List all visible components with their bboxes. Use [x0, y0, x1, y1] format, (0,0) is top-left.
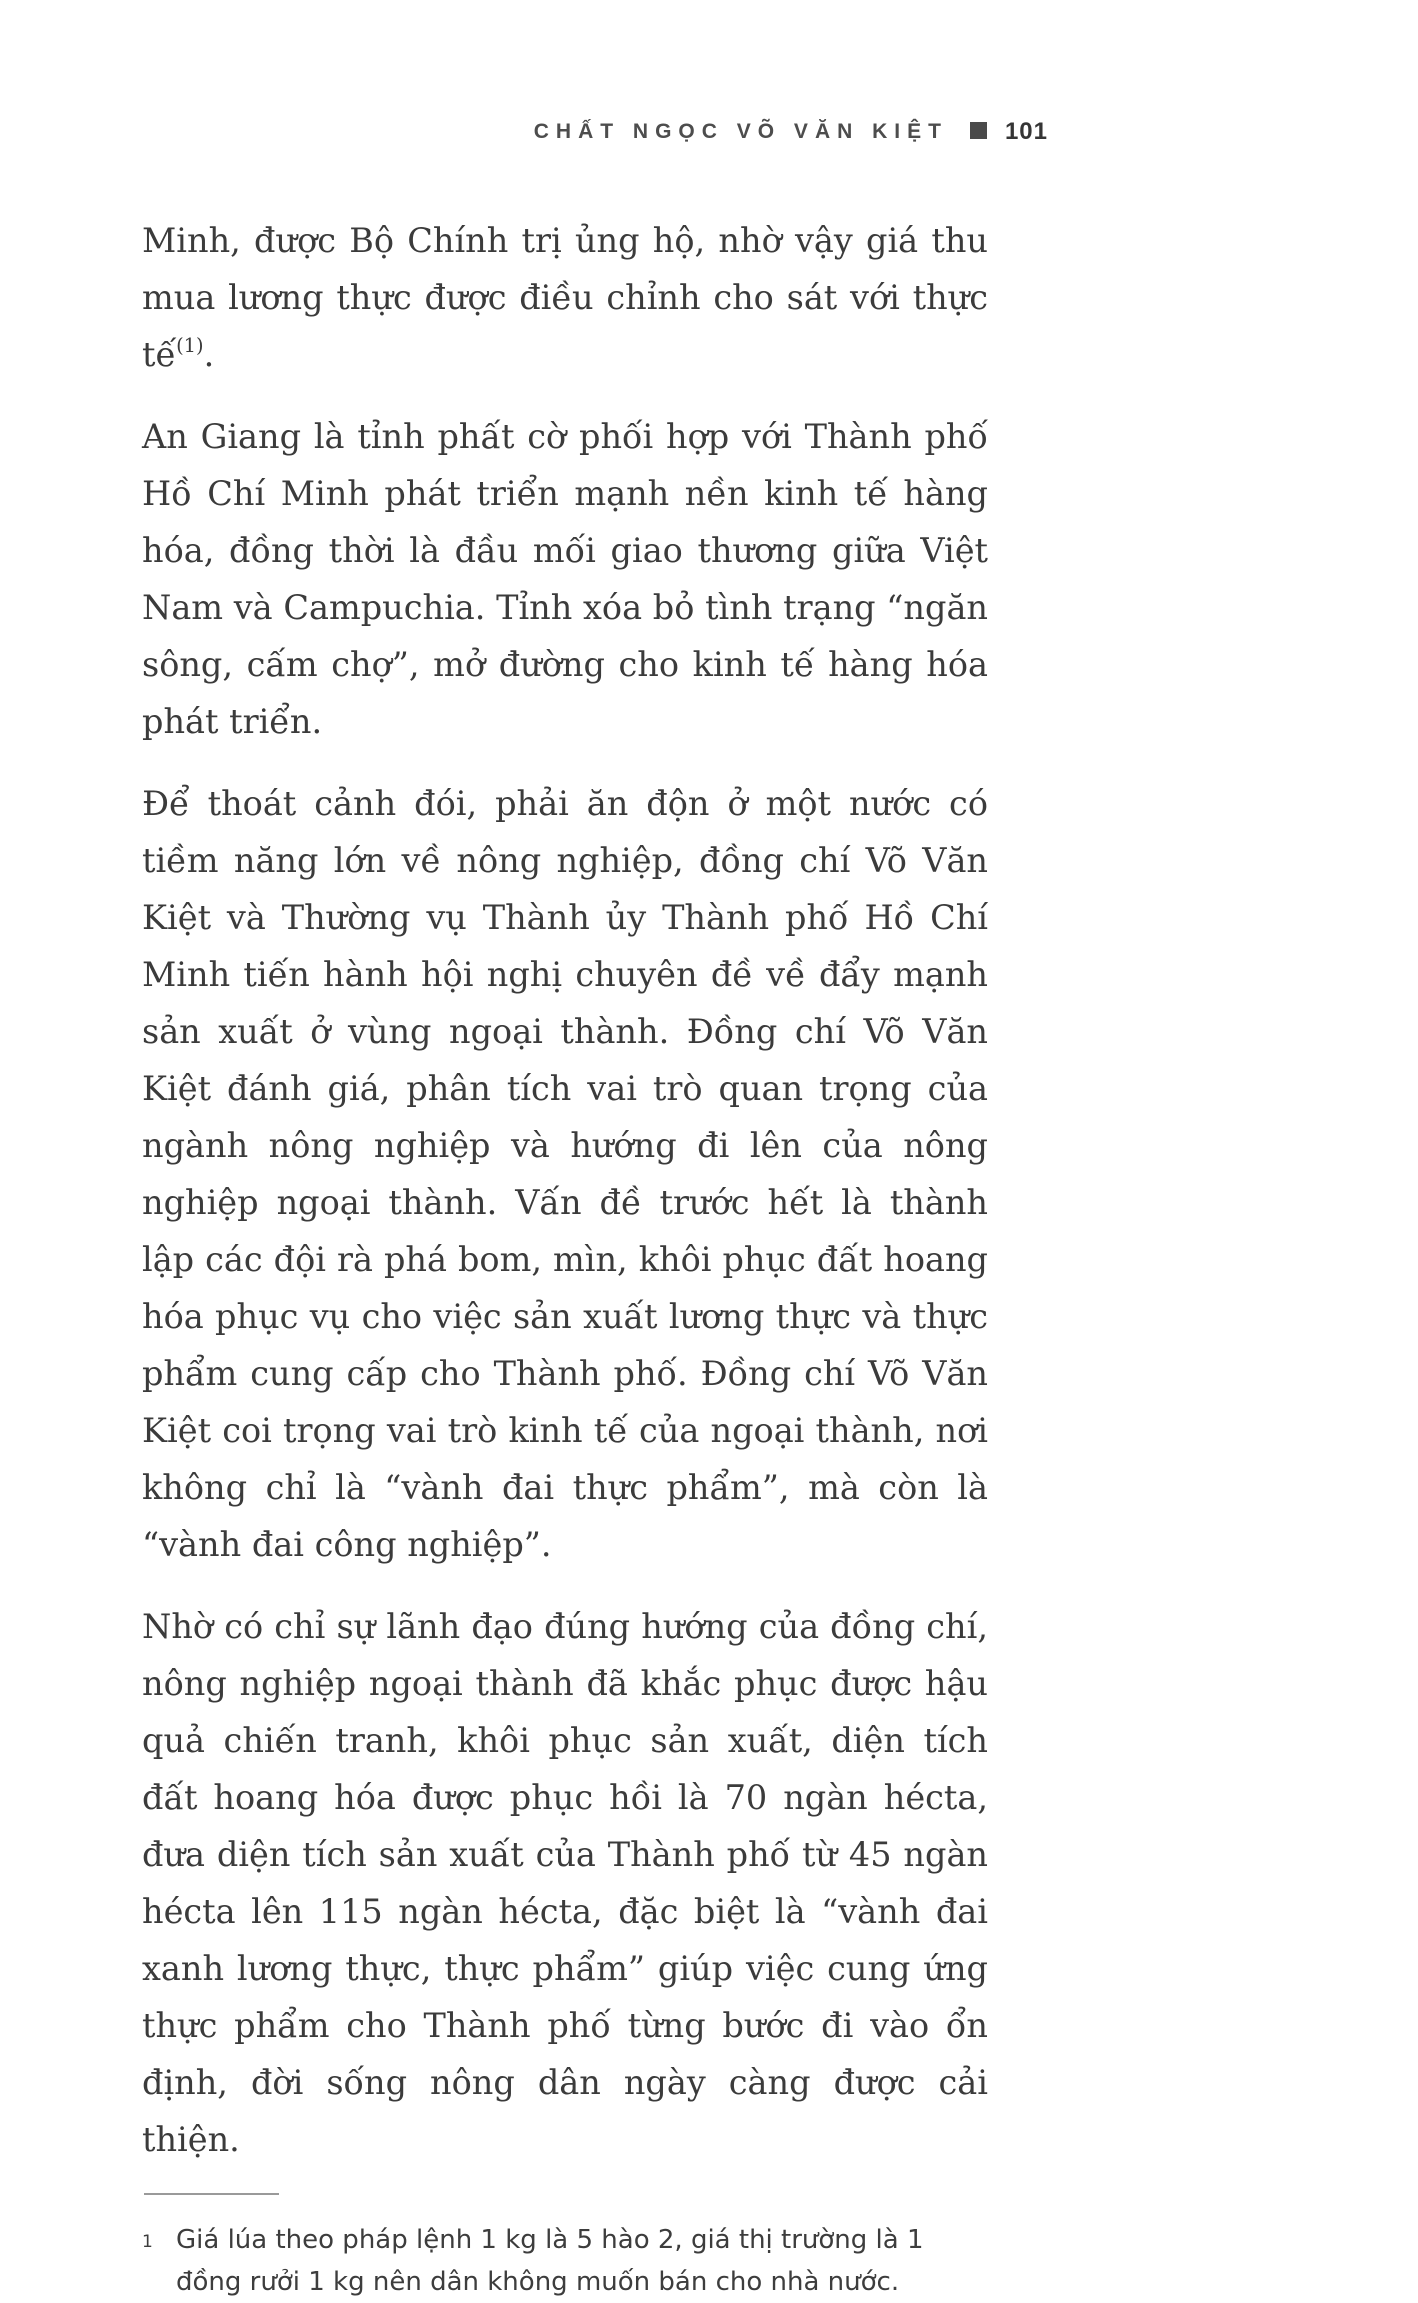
- footnote-reference: (1): [176, 334, 204, 357]
- paragraph: [142, 212, 988, 383]
- paragraph: An Giang là tỉnh phất cờ phối hợp với Thành phố Hồ Chí Minh phát triển mạnh nền kinh tế hàng hóa, đồng thời là đầu mối giao thương giữa Việt Nam và Campuchia. Tỉnh xóa bỏ tình trạng “ngăn sông, cấm chợ”, mở đường cho kinh tế hàng hóa phát triển.: [142, 417, 988, 741]
- paragraph: Nhờ có chỉ sự lãnh đạo đúng hướng của đồng chí, nông nghiệp ngoại thành đã khắc phục được hậu quả chiến tranh, khôi phục sản xuất, diện tích đất hoang hóa được phục hồi là 70 ngàn hécta, đưa diện tích sản xuất của Thành phố từ 45 ngàn hécta lên 115 ngàn hécta, đặc biệt là “vành đai xanh lương thực, thực phẩm” giúp việc cung ứng thực phẩm cho Thành phố từng bước đi vào ổn định, đời sống nông dân ngày càng được cải thiện.: [142, 1607, 988, 2159]
- running-header: [142, 118, 1048, 146]
- footnote: [142, 2219, 988, 2303]
- page-number: 101: [1004, 118, 1048, 145]
- footnote-divider: [144, 2193, 279, 2195]
- paragraph-text: Minh, được Bộ Chính trị ủng hộ, nhờ vậy giá thu mua lương thực được điều chỉnh cho sát với thực tế: [142, 221, 988, 374]
- square-bullet-icon: [970, 122, 987, 139]
- book-title: CHẤT NGỌC VÕ VĂN KIỆT: [533, 120, 948, 143]
- body-text-block: [142, 212, 988, 2303]
- paragraph-text: .: [203, 335, 215, 374]
- footnote-marker: 1: [142, 2232, 153, 2252]
- footnote-text: Giá lúa theo pháp lệnh 1 kg là 5 hào 2, giá thị trường là 1 đồng rưởi 1 kg nên dân không muốn bán cho nhà nước.: [176, 2225, 924, 2297]
- paragraph: Để thoát cảnh đói, phải ăn độn ở một nước có tiềm năng lớn về nông nghiệp, đồng chí Võ Văn Kiệt và Thường vụ Thành ủy Thành phố Hồ Chí Minh tiến hành hội nghị chuyên đề về đẩy mạnh sản xuất ở vùng ngoại thành. Đồng chí Võ Văn Kiệt đánh giá, phân tích vai trò quan trọng của ngành nông nghiệp và hướng đi lên của nông nghiệp ngoại thành. Vấn đề trước hết là thành lập các đội rà phá bom, mìn, khôi phục đất hoang hóa phục vụ cho việc sản xuất lương thực và thực phẩm cung cấp cho Thành phố. Đồng chí Võ Văn Kiệt coi trọng vai trò kinh tế của ngoại thành, nơi không chỉ là “vành đai thực phẩm”, mà còn là “vành đai công nghiệp”.: [142, 784, 988, 1564]
